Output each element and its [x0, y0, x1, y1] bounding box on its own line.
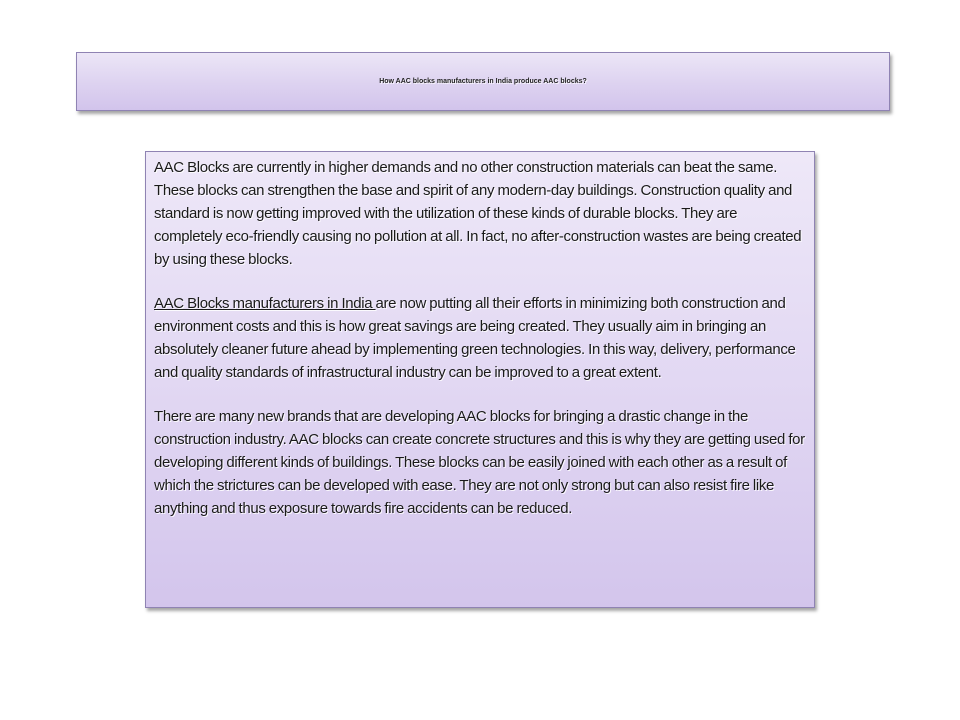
manufacturers-link[interactable]: AAC Blocks manufacturers in India	[154, 295, 376, 312]
paragraph-2	[154, 292, 806, 384]
paragraph-2-text: are now putting all their efforts in minimizing both construction and environment costs and this is how great savings are being created. They usually aim in bringing an absolutely cleaner future ahead by implementing green technologies. In this way, delivery, performance and quality standards of infrastructural industry can be improved to a great extent.	[154, 295, 796, 381]
slide-content-box	[145, 151, 815, 608]
paragraph-1: AAC Blocks are currently in higher demands and no other construction materials can beat the same. These blocks can strengthen the base and spirit of any modern-day buildings. Construction quality and standard is now getting improved with the utilization of these kinds of durable blocks. They are completely eco-friendly causing no pollution at all. In fact, no after-construction wastes are being created by using these blocks.	[154, 159, 802, 268]
slide-title: How AAC blocks manufacturers in India produce AAC blocks?	[379, 78, 587, 85]
paragraph-3: There are many new brands that are developing AAC blocks for bringing a drastic change in the construction industry. AAC blocks can create concrete structures and this is why they are getting used for developing different kinds of buildings. These blocks can be easily joined with each other as a result of which the strictures can be developed with ease. They are not only strong but can also resist fire like anything and thus exposure towards fire accidents can be reduced.	[154, 408, 805, 517]
slide-title-box	[76, 52, 890, 111]
